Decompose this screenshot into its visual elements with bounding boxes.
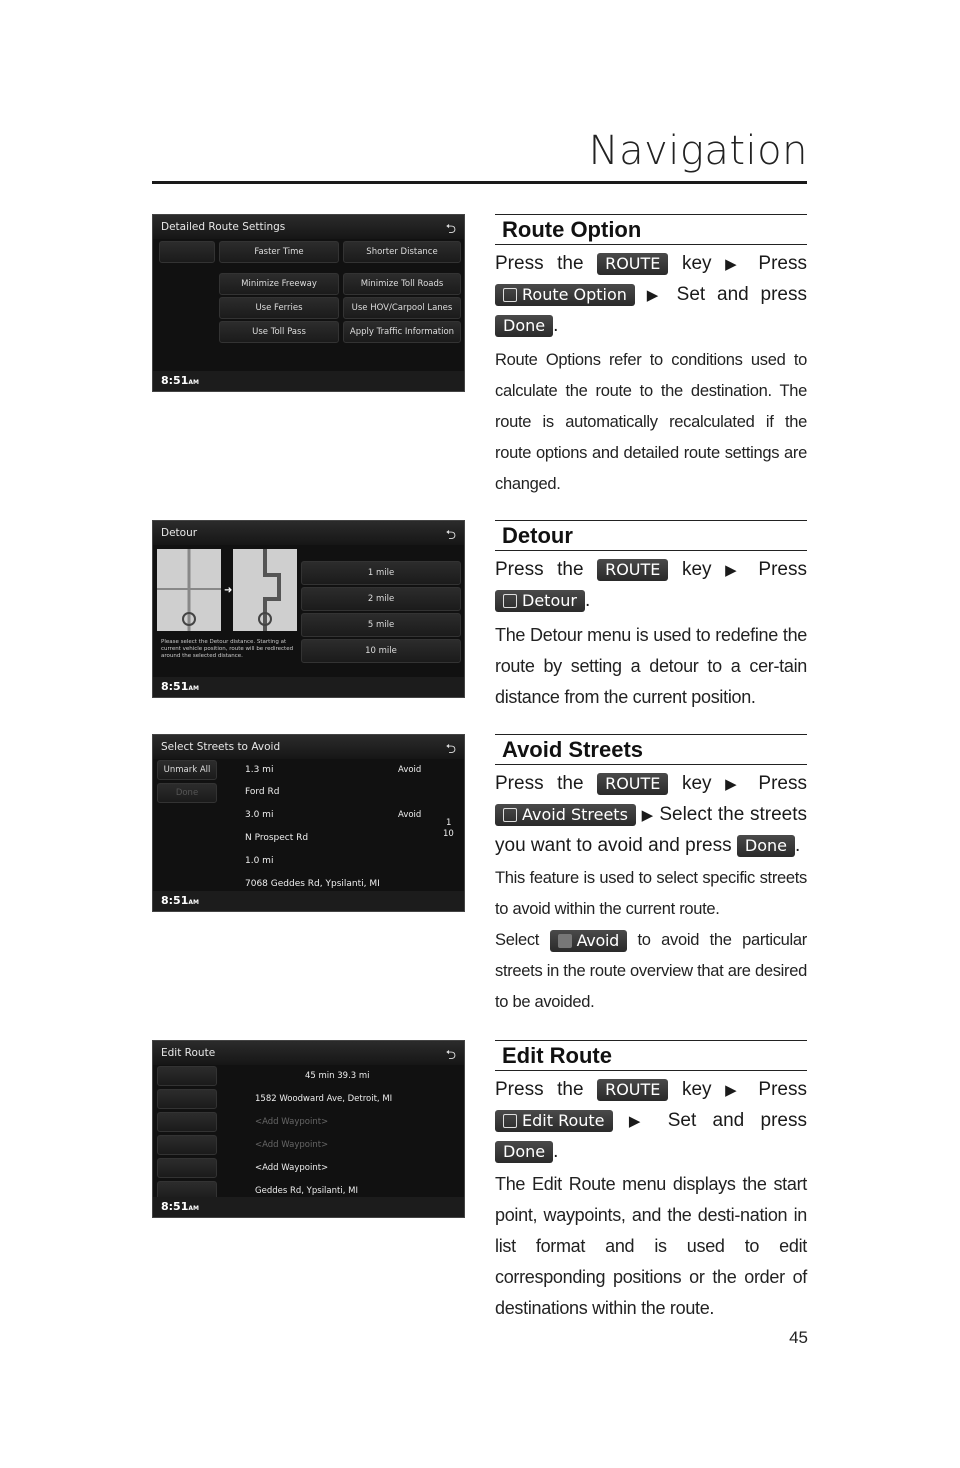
status-bar: 8:51AM: [153, 891, 464, 911]
description: Route Options refer to conditions used to calculate the route to the destination. The route is automatically recalculated if the route options and detailed route settings are changed.: [495, 351, 807, 493]
section-edit-route: [495, 1075, 807, 1324]
list-item[interactable]: 1.0 mi: [245, 856, 274, 866]
detour-note: Please select the Detour distance. Starting at current vehicle position, route will be redirected around the selected distance.: [161, 639, 294, 659]
section-title-detour: Detour: [502, 523, 573, 548]
section-rule: [495, 520, 807, 521]
list-item[interactable]: Ford Rd: [245, 787, 280, 797]
screenshot-detailed-route-settings: [152, 214, 465, 392]
screen-title: Detour: [153, 521, 464, 545]
arrow-icon: ▶: [725, 256, 745, 273]
avoid-streets-icon: [503, 808, 517, 822]
list-item[interactable]: Geddes Rd, Ypsilanti, MI: [255, 1186, 358, 1196]
side-button[interactable]: [157, 1089, 217, 1109]
side-button[interactable]: [157, 1112, 217, 1132]
apply-traffic-button[interactable]: Apply Traffic Information: [343, 321, 461, 343]
status-bar: 8:51AM: [153, 1197, 464, 1217]
section-title-edit-route: Edit Route: [502, 1043, 612, 1068]
list-item[interactable]: N Prospect Rd: [245, 833, 309, 843]
arrow-icon: ▶: [628, 1113, 652, 1130]
done-button[interactable]: Done: [495, 1141, 553, 1163]
arrow-icon: ▶: [725, 562, 745, 579]
status-bar: 8:51AM: [153, 371, 464, 391]
screenshot-edit-route: [152, 1040, 465, 1218]
edit-route-icon: [503, 1114, 517, 1128]
section-rule: [495, 764, 807, 765]
avoid-button[interactable]: Avoid: [550, 930, 627, 952]
route-key[interactable]: ROUTE: [597, 253, 668, 275]
blank-button[interactable]: [159, 241, 215, 263]
minimize-freeway-button[interactable]: Minimize Freeway: [219, 273, 339, 295]
page-indicator: 1: [446, 818, 452, 828]
route-option-icon: [503, 288, 517, 302]
list-item[interactable]: <Add Waypoint>: [255, 1163, 329, 1173]
done-button[interactable]: Done: [495, 315, 553, 337]
avoid-icon: [558, 934, 572, 948]
list-item[interactable]: <Add Waypoint>: [255, 1140, 329, 1150]
detour-5-mile-button[interactable]: 5 mile: [301, 613, 461, 637]
section-route-option: [495, 249, 807, 500]
clock: 8:51: [161, 680, 189, 693]
minimize-toll-roads-button[interactable]: Minimize Toll Roads: [343, 273, 461, 295]
screen-title: Detailed Route Settings: [153, 215, 464, 239]
section-title-avoid-streets: Avoid Streets: [502, 737, 644, 762]
done-button[interactable]: Done: [737, 835, 795, 857]
use-ferries-button[interactable]: Use Ferries: [219, 297, 339, 319]
side-button[interactable]: [157, 1135, 217, 1155]
use-hov-button[interactable]: Use HOV/Carpool Lanes: [343, 297, 461, 319]
instructions: Press the ROUTE key ▶ Press Route Option ▶ Set and press Done .: [495, 253, 807, 336]
detour-icon: [503, 594, 517, 608]
detour-map-icon: [157, 549, 299, 639]
instructions: Press the ROUTE key ▶ Press Detour .: [495, 559, 807, 611]
clock: 8:51: [161, 894, 189, 907]
avoid-button[interactable]: Avoid: [398, 810, 422, 820]
arrow-icon: ▶: [725, 1082, 745, 1099]
section-rule: [495, 550, 807, 551]
description: The Edit Route menu displays the start point, waypoints, and the desti-nation in list format and is used to edit corresponding positions or the order of destinations within the route.: [495, 1174, 807, 1318]
section-rule: [495, 1040, 807, 1041]
faster-time-button[interactable]: Faster Time: [219, 241, 339, 263]
page-header-title: Navigation: [588, 128, 808, 174]
shorter-distance-button[interactable]: Shorter Distance: [343, 241, 461, 263]
page-number: 45: [789, 1328, 808, 1347]
section-rule: [495, 734, 807, 735]
arrow-icon: ▶: [641, 807, 654, 824]
back-icon[interactable]: ⮌: [445, 528, 456, 543]
arrow-icon: ▶: [646, 287, 665, 304]
route-key[interactable]: ROUTE: [597, 559, 668, 581]
instructions: Press the ROUTE key ▶ Press Edit Route ▶ Set and press Done .: [495, 1079, 807, 1162]
list-item[interactable]: 1582 Woodward Ave, Detroit, MI: [255, 1094, 393, 1104]
detour-button[interactable]: Detour: [495, 590, 585, 612]
description: This feature is used to select specific streets to avoid within the current route.: [495, 869, 807, 918]
list-item[interactable]: 3.0 mi: [245, 810, 274, 820]
side-button[interactable]: [157, 1066, 217, 1086]
clock: 8:51: [161, 374, 189, 387]
list-item[interactable]: 7068 Geddes Rd, Ypsilanti, MI: [245, 879, 380, 889]
header-rule: [152, 181, 807, 184]
use-toll-pass-button[interactable]: Use Toll Pass: [219, 321, 339, 343]
page-total: 10: [443, 829, 454, 839]
screenshot-avoid-streets: [152, 734, 465, 912]
detour-10-mile-button[interactable]: 10 mile: [301, 639, 461, 663]
svg-text:➜: ➜: [224, 585, 233, 596]
back-icon[interactable]: ⮌: [445, 222, 456, 237]
edit-route-button[interactable]: Edit Route: [495, 1110, 613, 1132]
route-option-button[interactable]: Route Option: [495, 284, 635, 306]
screen-title: Edit Route: [153, 1041, 464, 1065]
status-bar: 8:51AM: [153, 677, 464, 697]
section-rule: [495, 1070, 807, 1071]
back-icon[interactable]: ⮌: [445, 742, 456, 757]
clock: 8:51: [161, 1200, 189, 1213]
section-avoid-streets: [495, 769, 807, 1018]
route-key[interactable]: ROUTE: [597, 773, 668, 795]
done-button[interactable]: Done: [157, 783, 217, 803]
detour-1-mile-button[interactable]: 1 mile: [301, 561, 461, 585]
back-icon[interactable]: ⮌: [445, 1048, 456, 1063]
unmark-all-button[interactable]: Unmark All: [157, 760, 217, 780]
avoid-streets-button[interactable]: Avoid Streets: [495, 804, 636, 826]
instructions: Press the ROUTE key ▶ Press Avoid Streets ▶ Select the streets you want to avoid and press Done .: [495, 773, 807, 856]
section-rule: [495, 244, 807, 245]
route-key[interactable]: ROUTE: [597, 1079, 668, 1101]
description: Select Avoid to avoid the particular streets in the route overview that are desired to be avoided.: [495, 930, 807, 1011]
avoid-button[interactable]: Avoid: [398, 765, 422, 775]
list-item[interactable]: 1.3 mi: [245, 765, 274, 775]
section-detour: [495, 555, 807, 713]
list-item[interactable]: <Add Waypoint>: [255, 1117, 329, 1127]
side-button[interactable]: [157, 1158, 217, 1178]
section-title-route-option: Route Option: [502, 217, 642, 242]
detour-2-mile-button[interactable]: 2 mile: [301, 587, 461, 611]
screenshot-detour: [152, 520, 465, 698]
route-summary: 45 min 39.3 mi: [305, 1071, 370, 1081]
arrow-icon: ▶: [725, 776, 745, 793]
section-rule: [495, 214, 807, 215]
description: The Detour menu is used to redefine the route by setting a detour to a cer-tain distance from the current position.: [495, 625, 807, 707]
screen-title: Select Streets to Avoid: [153, 735, 464, 759]
